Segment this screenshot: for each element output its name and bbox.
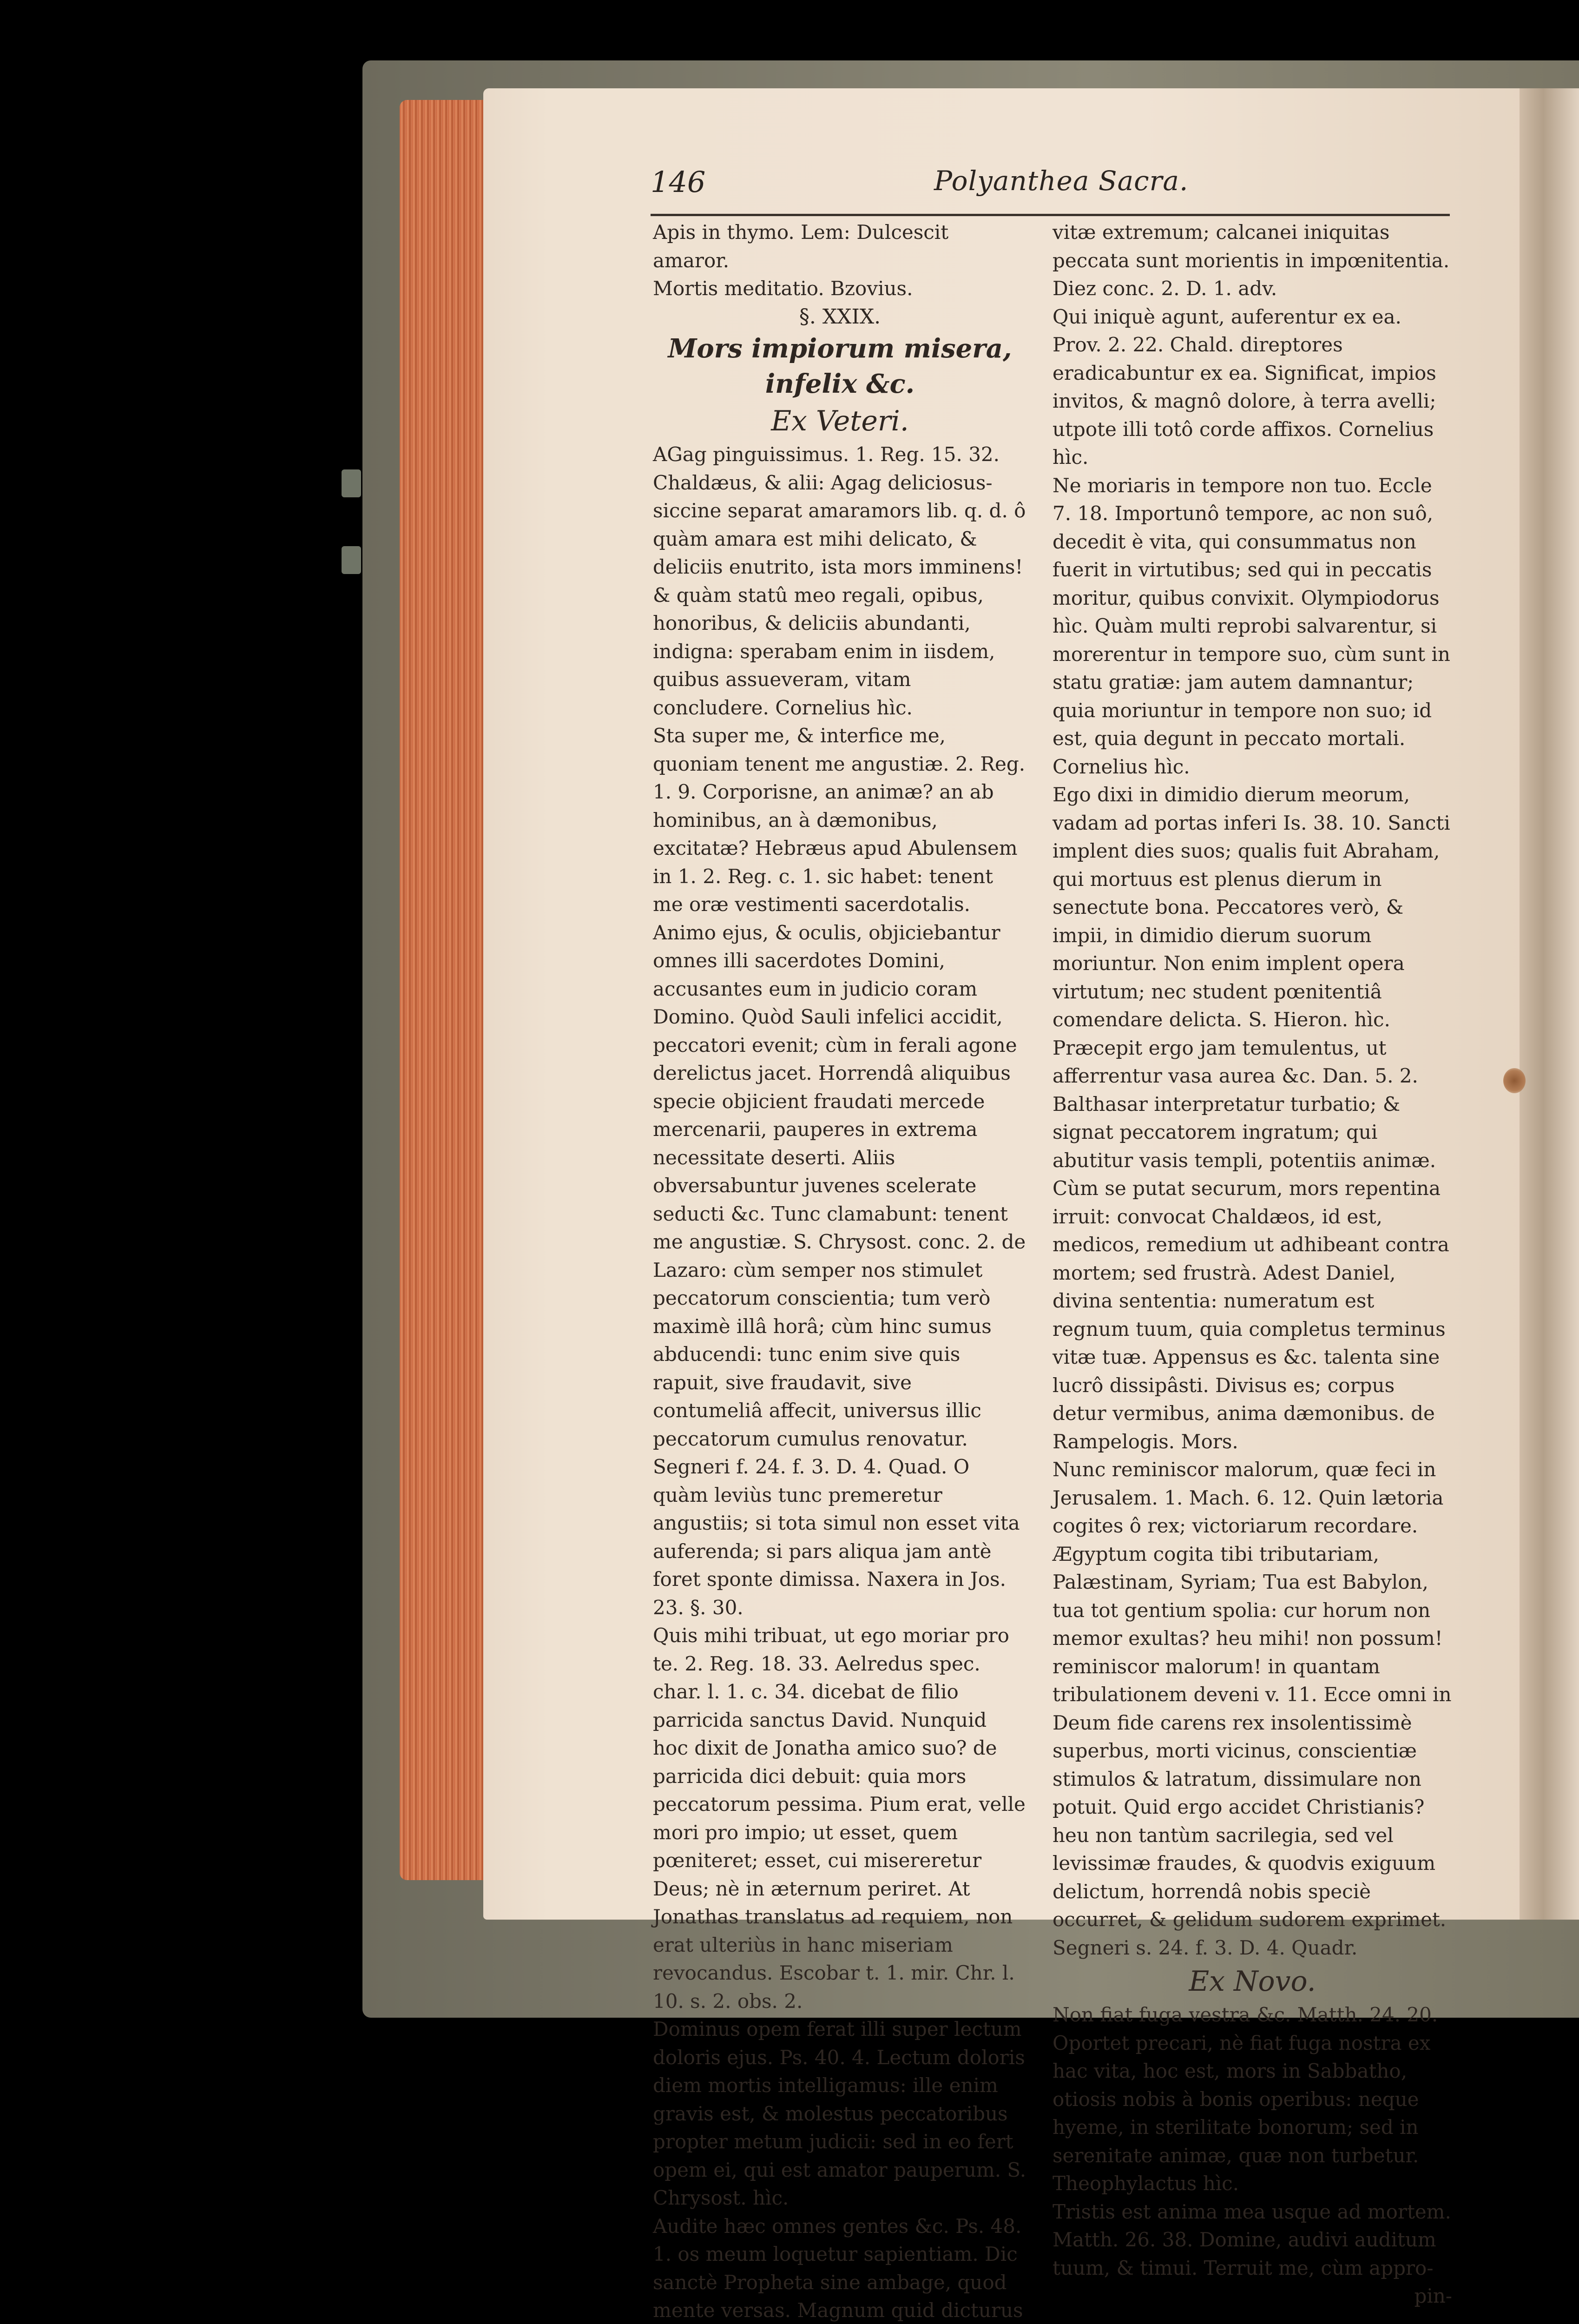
clasp-lower — [342, 546, 361, 574]
paragraph: Sta super me, & interfice me, quoniam tenent me angustiæ. 2. Reg. 1. 9. Corporisne, an animæ? an ab hominibus, an à dæmonibus, excitatæ? Hebræus apud Abulensem in 1. 2. Reg. c. 1. sic habet: tenent me oræ vestimenti sacerdotalis. Animo ejus, & oculis, objiciebantur omnes illi sacerdotes Domini, accusantes eum in judicio coram Domino. Quòd Sauli infelici accidit, peccatori evenit; cùm in ferali agone derelictus jacet. Horrendâ aliquibus specie objicient fraudati mercede mercenarii, pauperes in extrema necessitate deserti. Aliis obversabuntur juvenes scelerate seducti &c. Tunc clamabunt: tenent me angustiæ. S. Chrysost. conc. 2. de Lazaro: cùm semper nos stimulet peccatorum conscientia; tum verò maximè illâ horâ; cùm hinc sumus abducendi: tunc enim sive quis rapuit, sive fraudavit, sive contumeliâ affecit, universus illic peccatorum cumulus renovatur. Segneri f. 24. f. 3. D. 4. Quad. O quàm leviùs tunc premeretur angustiis; si tota simul non esset vita auferenda; si pars aliqua jam antè foret sponte dimissa. Naxera in Jos. 23. §. 30. — [653, 722, 1027, 1622]
text-line: Apis in thymo. Lem: Dulcescit amaror. — [653, 218, 1027, 275]
clasp-upper — [342, 469, 361, 497]
paragraph: Non fiat fuga vestra &c. Matth. 24. 20. Oportet precari, nè fiat fuga nostra ex hac vita, hoc est, mors in Sabbatho, otiosis nobis à bonis operibus: neque hyeme, in sterilitate bonorum; sed in serenitate animæ, quæ non turbetur. Theophylactus hìc. — [1053, 2001, 1452, 2198]
paragraph: Præcepit ergo jam temulentus, ut afferrentur vasa aurea &c. Dan. 5. 2. Balthasar interpretatur turbatio; & signat peccatorem ingratum; qui abutitur vasis templi, potentiis animæ. Cùm se putat securum, mors repentina irruit: convocat Chaldæos, id est, medicos, remedium ut adhibeant contra mortem; sed frustrà. Adest Daniel, divina sententia: numeratum est regnum tuum, quia completus terminus vitæ tuæ. Appensus es &c. talenta sine lucrô dissipâsti. Divisus es; corpus detur vermibus, anima dæmonibus. de Rampelogis. Mors. — [1053, 1034, 1452, 1456]
right-column — [1053, 218, 1452, 2311]
page-edges — [400, 100, 483, 1880]
subheading-ex-novo: Ex Novo. — [1053, 1962, 1452, 2001]
section-heading: Mors impiorum misera, infelix &c. — [653, 331, 1027, 402]
page-number: 146 — [651, 165, 705, 199]
catchword: pin- — [1053, 2282, 1452, 2311]
paragraph: Ego dixi in dimidio dierum meorum, vadam ad portas inferi Is. 38. 10. Sancti implent dies suos; qualis fuit Abraham, qui mortuus est plenus dierum in senectute bona. Peccatores verò, & impii, in dimidio dierum suorum moriuntur. Non enim implent opera virtutum; nec student pœnitentiâ comendare delicta. S. Hieron. hìc. — [1053, 781, 1452, 1034]
paragraph: AGag pinguissimus. 1. Reg. 15. 32. Chaldæus, & alii: Agag deliciosus-siccine separat amaramors lib. q. d. ô quàm amara est mihi delicato, & deliciis enutrito, ista mors imminens! & quàm statû meo regali, opibus, honoribus, & deliciis abundanti, indigna: sperabam enim in iisdem, quibus assueveram, vitam concludere. Cornelius hìc. — [653, 441, 1027, 722]
running-head: Polyanthea Sacra. — [934, 165, 1188, 197]
header-rule — [651, 214, 1450, 216]
section-number: §. XXIX. — [653, 303, 1027, 331]
paragraph: Dominus opem ferat illi super lectum doloris ejus. Ps. 40. 4. Lectum doloris diem mortis intelligamus: ille enim gravis est, & molestus peccatoribus propter metum judicii: sed in eo fert opem ei, qui est amator pauperum. S. Chrysost. hìc. — [653, 2015, 1027, 2212]
paragraph: vitæ extremum; calcanei iniquitas peccata sunt morientis in impœnitentia. Diez conc. 2. D. 1. adv. — [1053, 218, 1452, 303]
paragraph: Nunc reminiscor malorum, quæ feci in Jerusalem. 1. Mach. 6. 12. Quin lætoria cogites ô rex; victoriarum recordare. Ægyptum cogita tibi tributariam, Palæstinam, Syriam; Tua est Babylon, tua tot gentium spolia: cur horum non memor exultas? heu mihi! non possum! reminiscor malorum! in quantam tribulationem deveni v. 11. Ecce omni in Deum fide carens rex insolentissimè superbus, morti vicinus, conscientiæ stimulos & latratum, dissimulare non potuit. Quid ergo accidet Christianis? heu non tantùm sacrilegia, sed vel levissimæ fraudes, & quodvis exiguum delictum, horrendâ nobis speciè occurret, & gelidum sudorem exprimet. Segneri s. 24. f. 3. D. 4. Quadr. — [1053, 1456, 1452, 1962]
paragraph: Qui iniquè agunt, auferentur ex ea. Prov. 2. 22. Chald. direptores eradicabuntur ex ea. Significat, impios invitos, & magnô dolore, à terra avelli; utpote illi totô corde affixos. Cornelius hìc. — [1053, 303, 1452, 472]
stain-mark — [1503, 1068, 1526, 1093]
paragraph: Ne moriaris in tempore non tuo. Eccle 7. 18. Importunô tempore, ac non suô, decedit è vita, qui consummatus non fuerit in virtutibus; sed qui in peccatis moritur, quibus convixit. Olympiodorus hìc. Quàm multi reprobi salvarentur, si morerentur in tempore suo, cùm sunt in statu gratiæ: jam autem damnantur; quia moriuntur in tempore non suo; id est, quia degunt in peccato mortali. Cornelius hìc. — [1053, 472, 1452, 781]
paragraph: Tristis est anima mea usque ad mortem. Matth. 26. 38. Domine, audivi auditum tuum, & timui. Terruit me, cùm appro- — [1053, 2198, 1452, 2283]
page-header — [651, 165, 1450, 221]
subheading-ex-veteri: Ex Veteri. — [653, 402, 1027, 441]
book-page — [483, 88, 1579, 1920]
next-page-gutter — [1520, 88, 1579, 1920]
paragraph: Audite hæc omnes gentes &c. Ps. 48. 1. os meum loquetur sapientiam. Dic sanctè Propheta sine ambage, quod mente versas. Magnum quid dicturus — [653, 2212, 1027, 2324]
text-line: Mortis meditatio. Bzovius. — [653, 275, 1027, 303]
left-column — [653, 218, 1027, 2324]
paragraph: Quis mihi tribuat, ut ego moriar pro te. 2. Reg. 18. 33. Aelredus spec. char. l. 1. c. 34. dicebat de filio parricida sanctus David. Nunquid hoc dixit de Jonatha amico suo? de parricida dici debuit: quia mors peccatorum pessima. Pium erat, velle mori pro impio; ut esset, quem pœniteret; esset, cui misereretur Deus; nè in æternum periret. At Jonathas translatus ad requiem, non erat ulteriùs in hanc miseriam revocandus. Escobar t. 1. mir. Chr. l. 10. s. 2. obs. 2. — [653, 1622, 1027, 2015]
